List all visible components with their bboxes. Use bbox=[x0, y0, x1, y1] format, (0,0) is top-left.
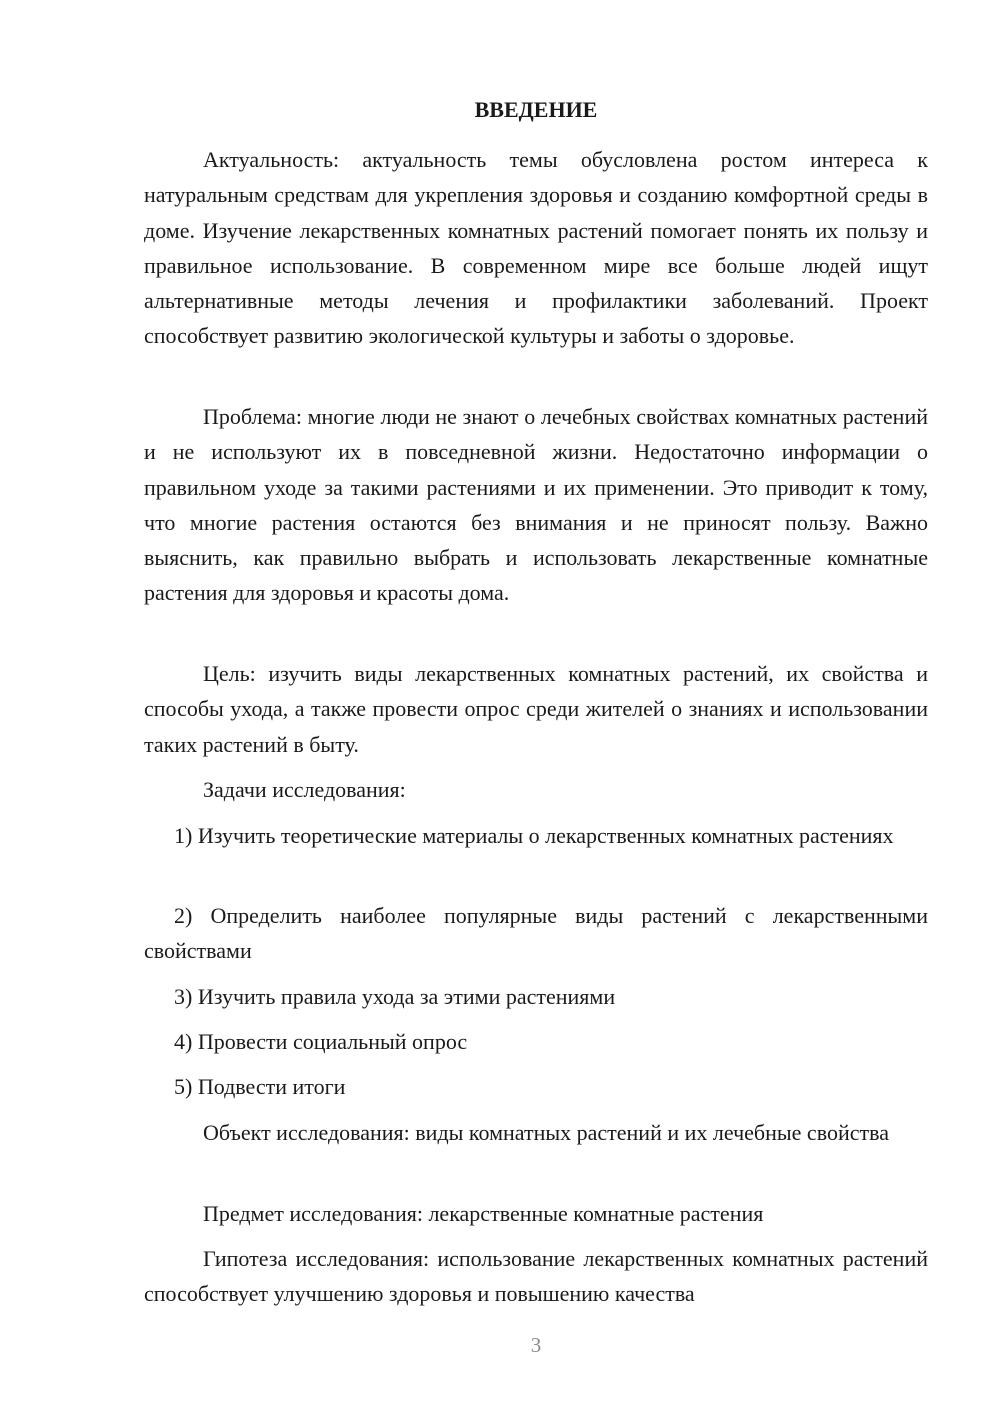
paragraph-goal: Цель: изучить виды лекарственных комнатных растений, их свойства и способы ухода, а также провести опрос среди жителей о знаниях и использовании таких растений в быту. bbox=[144, 661, 928, 757]
section-title: ВВЕДЕНИЕ bbox=[474, 97, 598, 122]
task-item-4: 4) Провести социальный опрос bbox=[174, 1029, 468, 1054]
paragraph-problem: Проблема: многие люди не знают о лечебных свойствах комнатных растений и не используют их в повседневной жизни. Недостаточно информации о правильном уходе за такими растениями и их применении. Это приводит к тому, что многие растения остаются без внимания и не приносят пользу. Важно выяснить, как правильно выбрать и использовать лекарственные комнатные растения для здоровья и красоты дома. bbox=[144, 404, 928, 606]
paragraph-subject: Предмет исследования: лекарственные комнатные растения bbox=[203, 1201, 764, 1226]
paragraph-object: Объект исследования: виды комнатных растений и их лечебные свойства bbox=[203, 1120, 889, 1145]
task-item-5: 5) Подвести итоги bbox=[174, 1074, 346, 1099]
task-item-1: 1) Изучить теоретические материалы о лекарственных комнатных растениях bbox=[174, 823, 894, 848]
task-item-3: 3) Изучить правила ухода за этими растениями bbox=[174, 984, 616, 1009]
paragraph-relevance: Актуальность: актуальность темы обусловлена ростом интереса к натуральным средствам для укрепления здоровья и созданию комфортной среды в доме. Изучение лекарственных комнатных растений помогает понять их пользу и правильное использование. В современном мире все больше людей ищут альтернативные методы лечения и профилактики заболеваний. Проект способствует развитию экологической культуры и заботы о здоровье. bbox=[144, 147, 928, 349]
paragraph-hypothesis: Гипотеза исследования: использование лекарственных комнатных растений способствует улучшению здоровья и повышению качества bbox=[144, 1246, 928, 1307]
task-item-2: 2) Определить наиболее популярные виды растений с лекарственными свойствами bbox=[144, 903, 928, 964]
page-number: 3 bbox=[530, 1333, 542, 1357]
tasks-heading: Задачи исследования: bbox=[203, 777, 406, 802]
